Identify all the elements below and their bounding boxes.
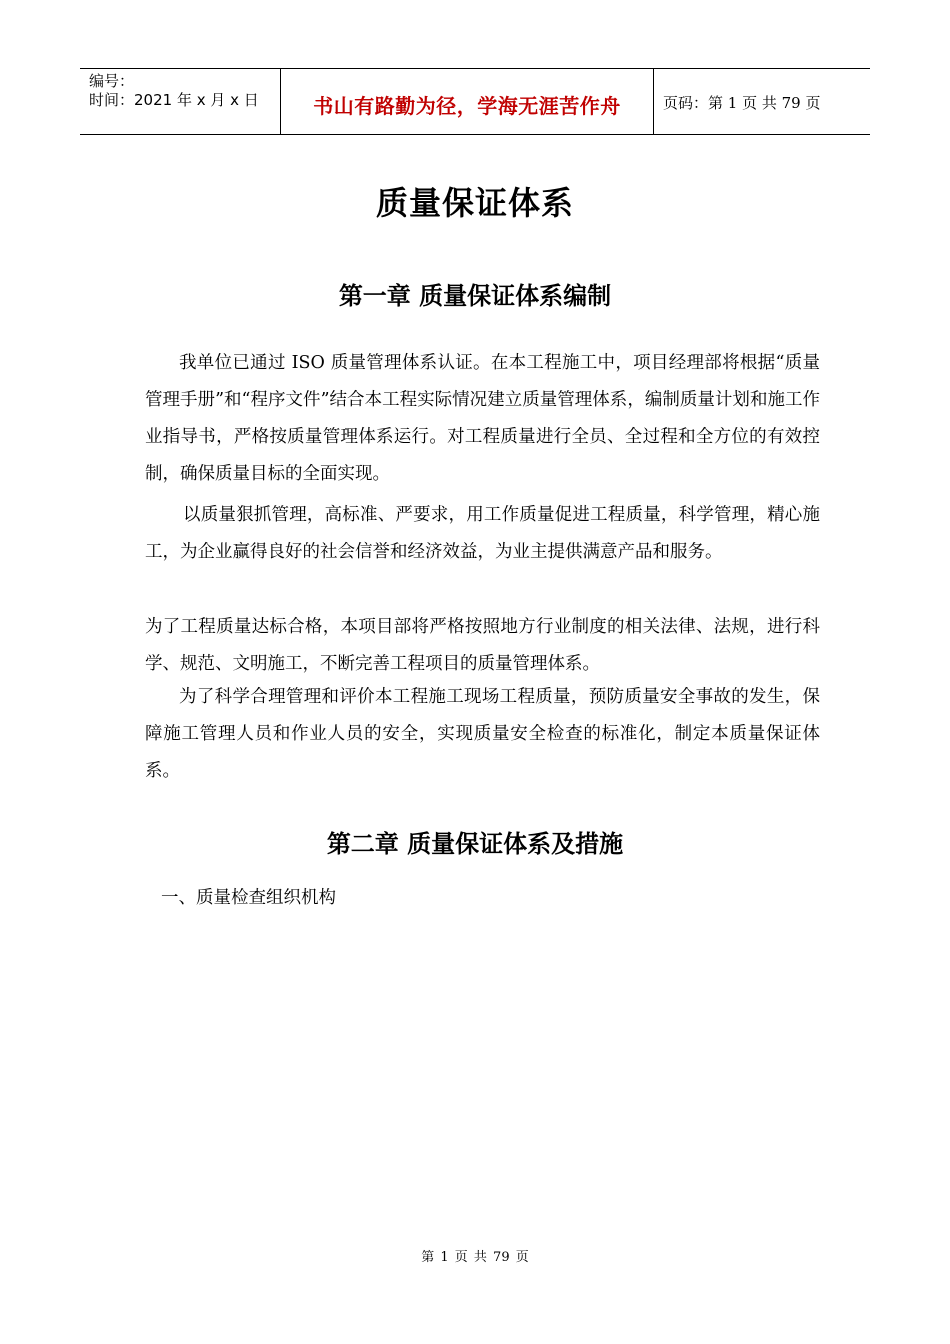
paragraph-4: 为了科学合理管理和评价本工程施工现场工程质量，预防质量安全事故的发生，保障施工管理人员和作业人员的安全，实现质量安全检查的标准化，制定本质量保证体系。 <box>145 687 820 781</box>
header-table <box>80 68 870 135</box>
header-page-label: 页码：第 1 页 共 79 页 <box>663 94 821 112</box>
document-time-label: 时间：2021 年 x 月 x 日 <box>89 91 259 109</box>
page-footer: 第 1 页 共 79 页 <box>421 1250 529 1265</box>
paragraph-1: 我单位已通过 ISO 质量管理体系认证。在本工程施工中，项目经理部将根据“质量管理手册”和“程序文件”结合本工程实际情况建立质量管理体系，编制质量计划和施工作业指导书，严格按质量管理体系运行。对工程质量进行全员、全过程和全方位的有效控制，确保质量目标的全面实现。 <box>145 353 820 484</box>
chapter-2-title: 第二章 质量保证体系及措施 <box>326 829 624 858</box>
document-number-label: 编号： <box>89 72 135 90</box>
header-motto: 书山有路勤为径，学海无涯苦作舟 <box>313 94 621 118</box>
paragraph-2: 以质量狠抓管理，高标准、严要求，用工作质量促进工程质量，科学管理，精心施工，为企业赢得良好的社会信誉和经济效益，为业主提供满意产品和服务。 <box>145 505 820 562</box>
header-motto-cell <box>281 69 654 134</box>
paragraph-3: 为了工程质量达标合格，本项目部将严格按照地方行业制度的相关法律、法规，进行科学、规范、文明施工，不断完善工程项目的质量管理体系。 <box>145 617 820 674</box>
header-page-cell <box>654 69 870 134</box>
document-title: 质量保证体系 <box>375 184 574 222</box>
chapter-1-title: 第一章 质量保证体系编制 <box>338 281 612 310</box>
header-info-cell <box>80 69 281 134</box>
section-1-title: 一、质量检查组织机构 <box>161 888 336 908</box>
